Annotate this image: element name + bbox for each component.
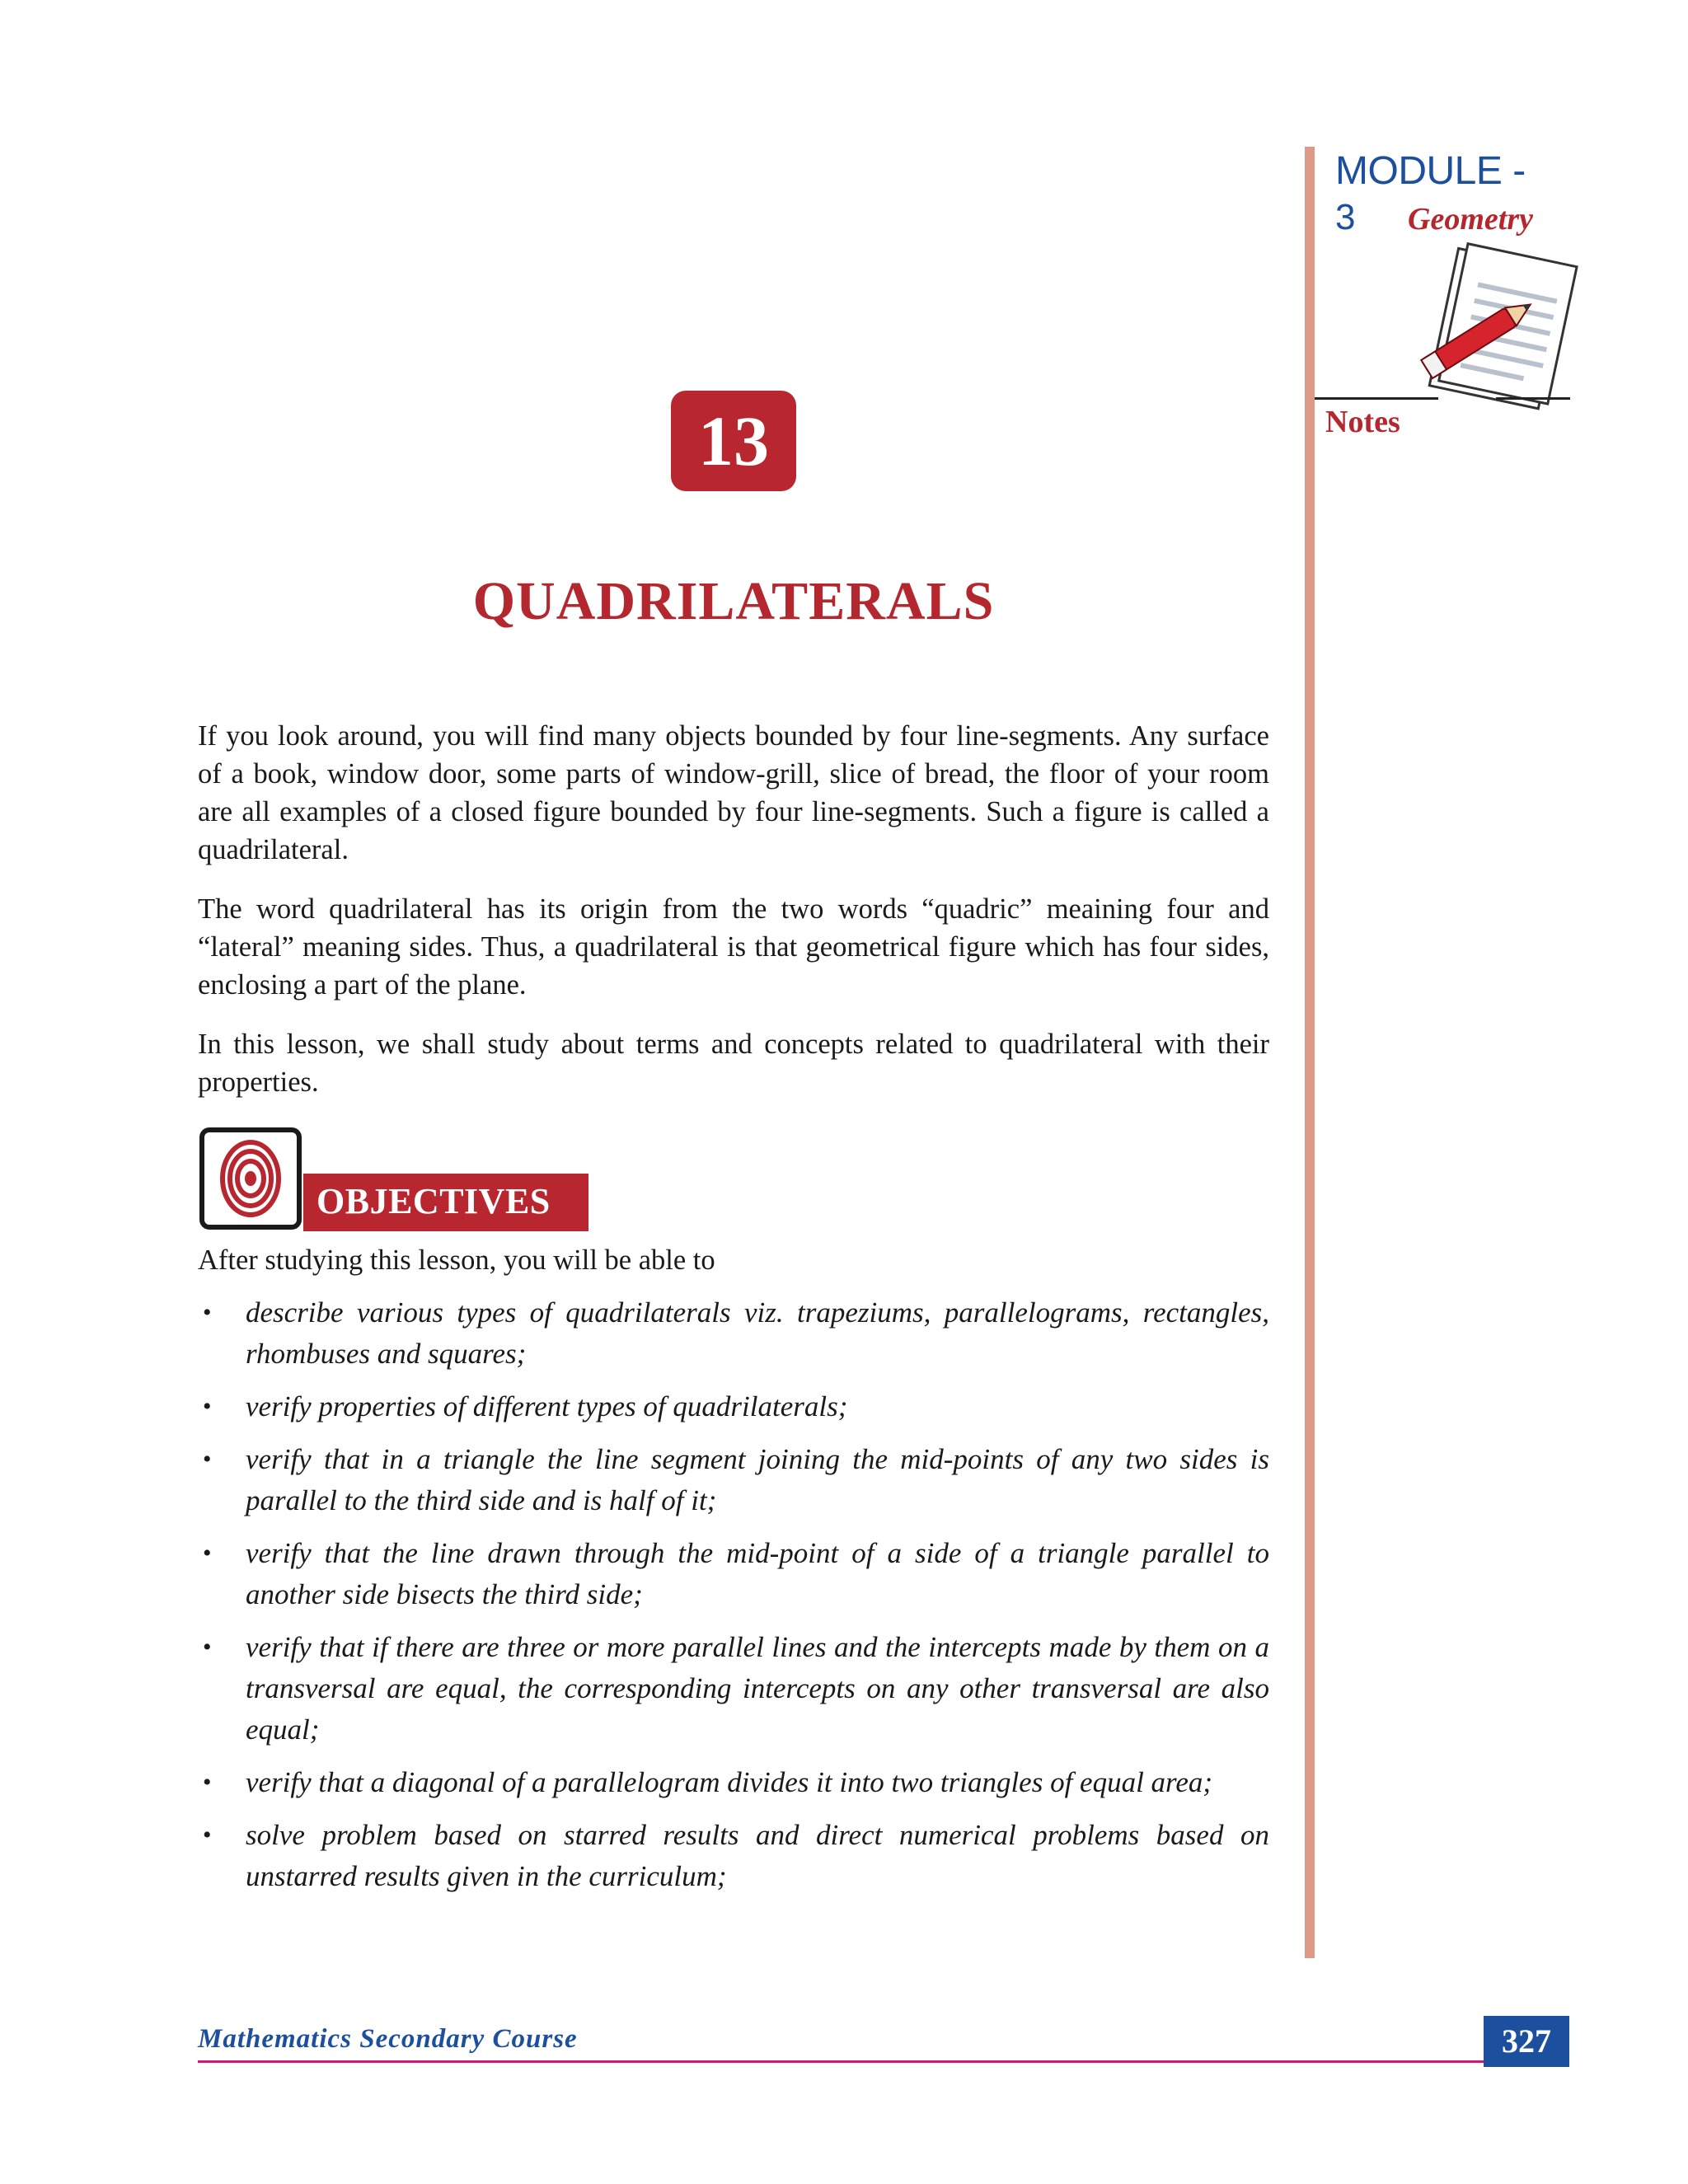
objective-text: verify that in a triangle the line segment joining the mid-points of any two sides is parallel to the third side and is half of it; <box>246 1443 1269 1516</box>
module-number: 3 <box>1335 197 1355 237</box>
bullet-icon: • <box>203 1769 212 1796</box>
list-item <box>198 1292 1269 1375</box>
bullet-icon: • <box>203 1540 212 1567</box>
objective-text: describe various types of quadrilaterals viz. trapeziums, parallelograms, rectangles, rhombuses and squares; <box>246 1296 1269 1370</box>
intro-paragraph-3: In this lesson, we shall study about terms and concepts related to quadrilateral with their properties. <box>198 1029 1269 1098</box>
list-item <box>198 1815 1269 1897</box>
objectives-list <box>198 1292 1269 1909</box>
notepad-pencil-icon <box>1393 239 1582 420</box>
intro-paragraph-1: If you look around, you will find many objects bounded by four line-segments. Any surface of a book, window door, some parts of window-grill, slice of bread, the floor of your room are all examples of a closed figure bounded by four line-segments. Such a figure is called a quadrilateral. <box>198 720 1269 865</box>
bullet-icon: • <box>203 1393 212 1420</box>
objectives-heading: OBJECTIVES <box>303 1174 588 1231</box>
footer-course-title: Mathematics Secondary Course <box>198 2024 578 2054</box>
footer-rule <box>198 2060 1487 2063</box>
notes-divider-left <box>1315 397 1438 400</box>
chapter-number-badge: 13 <box>671 391 796 491</box>
list-item <box>198 1439 1269 1521</box>
intro-paragraph-2: The word quadrilateral has its origin from the two words “quadric” meaining four and “lateral” meaning sides. Thus, a quadrilateral is that geometrical figure which has four sides, enclosing a part of the plane. <box>198 893 1269 1001</box>
objective-text: solve problem based on starred results and direct numerical problems based on unstarred results given in the curriculum; <box>246 1819 1269 1892</box>
bullet-icon: • <box>203 1299 212 1326</box>
module-subject: Geometry <box>1408 202 1533 237</box>
objective-text: verify that if there are three or more parallel lines and the intercepts made by them on a transversal are equal, the corresponding intercepts on any other transversal are also equal; <box>246 1631 1269 1746</box>
margin-rule <box>1305 147 1315 1958</box>
notes-divider-right <box>1496 397 1570 400</box>
bullet-icon: • <box>203 1821 212 1849</box>
objective-text: verify properties of different types of quadrilaterals; <box>246 1390 848 1422</box>
target-icon <box>199 1127 302 1230</box>
list-item <box>198 1627 1269 1750</box>
objective-text: verify that the line drawn through the mid-point of a side of a triangle parallel to another side bisects the third side; <box>246 1537 1269 1610</box>
list-item <box>198 1386 1269 1427</box>
bullet-icon: • <box>203 1633 212 1661</box>
chapter-title: QUADRILATERALS <box>472 571 995 631</box>
objectives-intro: After studying this lesson, you will be able to <box>198 1244 715 1276</box>
list-item <box>198 1533 1269 1615</box>
objective-text: verify that a diagonal of a parallelogram divides it into two triangles of equal area; <box>246 1766 1213 1798</box>
list-item <box>198 1762 1269 1803</box>
page-number: 327 <box>1484 2016 1569 2067</box>
module-label: MODULE - <box>1335 149 1526 193</box>
notes-label: Notes <box>1325 405 1400 439</box>
bullet-icon: • <box>203 1446 212 1473</box>
